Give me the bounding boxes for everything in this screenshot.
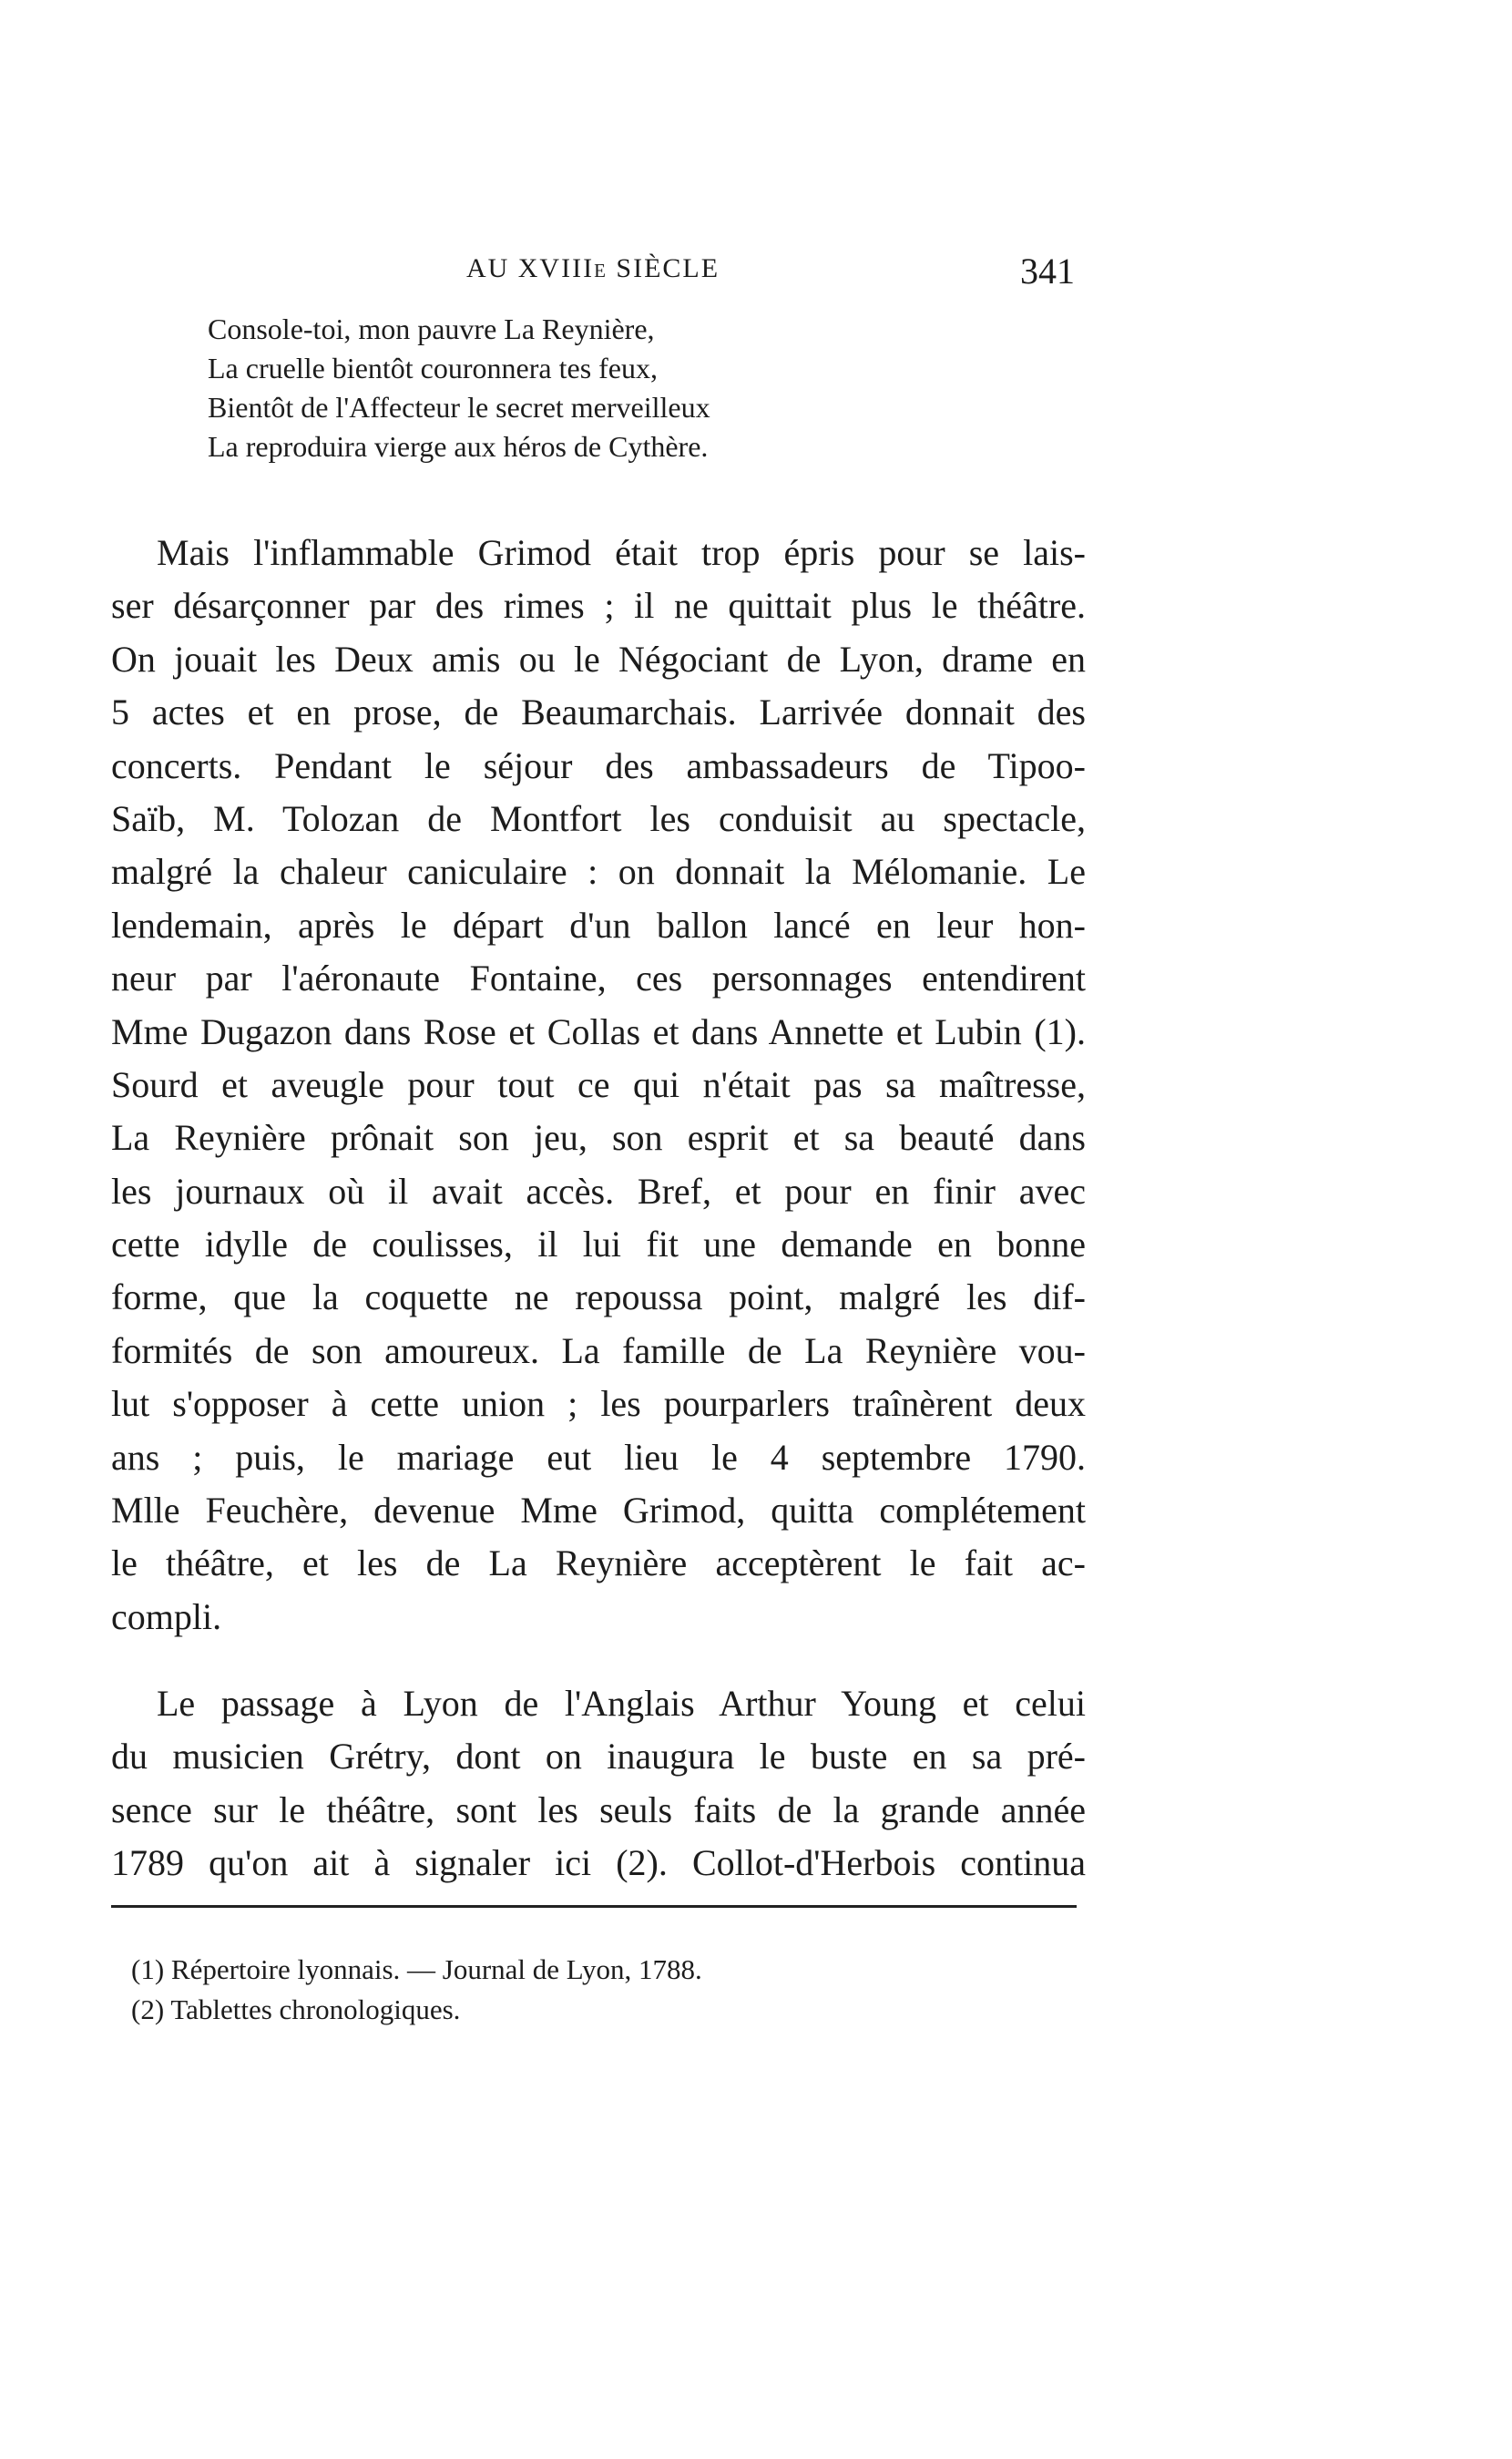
text-line: malgré la chaleur caniculaire : on donnait la Mélomanie. Le — [111, 851, 1086, 893]
running-head — [111, 253, 1075, 299]
footnote-divider — [111, 1905, 1077, 1908]
verse-line: Console-toi, mon pauvre La Reynière, — [208, 312, 655, 345]
text-line: Sourd et aveugle pour tout ce qui n'était pas sa maîtresse, — [111, 1063, 1086, 1105]
text-line: On jouait les Deux amis ou le Négociant de Lyon, drame en — [111, 638, 1086, 680]
verse-line: La cruelle bientôt couronnera tes feux, — [208, 352, 658, 384]
text-line: ans ; puis, le mariage eut lieu le 4 septembre 1790. — [111, 1436, 1086, 1478]
text-line: formités de son amoureux. La famille de La Reynière vou- — [111, 1329, 1086, 1371]
footnote-2: (2) Tablettes chronologiques. — [131, 1993, 461, 2025]
paragraph-1 — [111, 527, 1086, 1644]
verse-line: Bientôt de l'Affecteur le secret merveilleux — [208, 391, 710, 424]
text-line: Saïb, M. Tolozan de Montfort les conduisit au spectacle, — [111, 797, 1086, 839]
verse-quotation — [208, 310, 1027, 466]
paragraph-2 — [111, 1677, 1086, 1890]
text-line: La Reynière prônait son jeu, son esprit et sa beauté dans — [111, 1117, 1086, 1159]
text-line: 1789 qu'on ait à signaler ici (2). Collot-d'Herbois continua — [111, 1842, 1086, 1884]
text-line: Mlle Feuchère, devenue Mme Grimod, quitta complétement — [111, 1490, 1086, 1532]
text-line: Mme Dugazon dans Rose et Collas et dans Annette et Lubin (1). — [111, 1010, 1086, 1052]
text-line: 5 actes et en prose, de Beaumarchais. Larrivée donnait des — [111, 692, 1086, 733]
text-line: du musicien Grétry, dont on inaugura le buste en sa pré- — [111, 1736, 1086, 1778]
text-line: concerts. Pendant le séjour des ambassadeurs de Tipoo- — [111, 744, 1086, 786]
text-line: les journaux où il avait accès. Bref, et pour en finir avec — [111, 1170, 1086, 1212]
text-line: Le passage à Lyon de l'Anglais Arthur Young et celui — [157, 1683, 1086, 1724]
verse-line: La reproduira vierge aux héros de Cythère. — [208, 430, 709, 463]
text-line: forme, que la coquette ne repoussa point, malgré les dif- — [111, 1276, 1086, 1318]
running-title: AU XVIIIe SIÈCLE — [465, 253, 720, 283]
text-line: sence sur le théâtre, sont les seuls faits de la grande année — [111, 1788, 1086, 1830]
text-line: compli. — [111, 1595, 222, 1637]
text-line: lendemain, après le départ d'un ballon lancé en leur hon- — [111, 904, 1086, 946]
text-line: neur par l'aéronaute Fontaine, ces personnages entendirent — [111, 958, 1086, 999]
text-line: lut s'opposer à cette union ; les pourparlers traînèrent deux — [111, 1383, 1086, 1425]
text-line: le théâtre, et les de La Reynière acceptèrent le fait ac- — [111, 1542, 1086, 1584]
text-line: cette idylle de coulisses, il lui fit une demande en bonne — [111, 1224, 1086, 1265]
text-line: ser désarçonner par des rimes ; il ne quittait plus le théâtre. — [111, 585, 1086, 627]
text-line: Mais l'inflammable Grimod était trop épris pour se lais- — [157, 532, 1086, 573]
footnote-1: (1) Répertoire lyonnais. — Journal de Lyon, 1788. — [131, 1953, 702, 1985]
page-number: 341 — [1020, 251, 1075, 292]
footnotes — [131, 1950, 1078, 2030]
